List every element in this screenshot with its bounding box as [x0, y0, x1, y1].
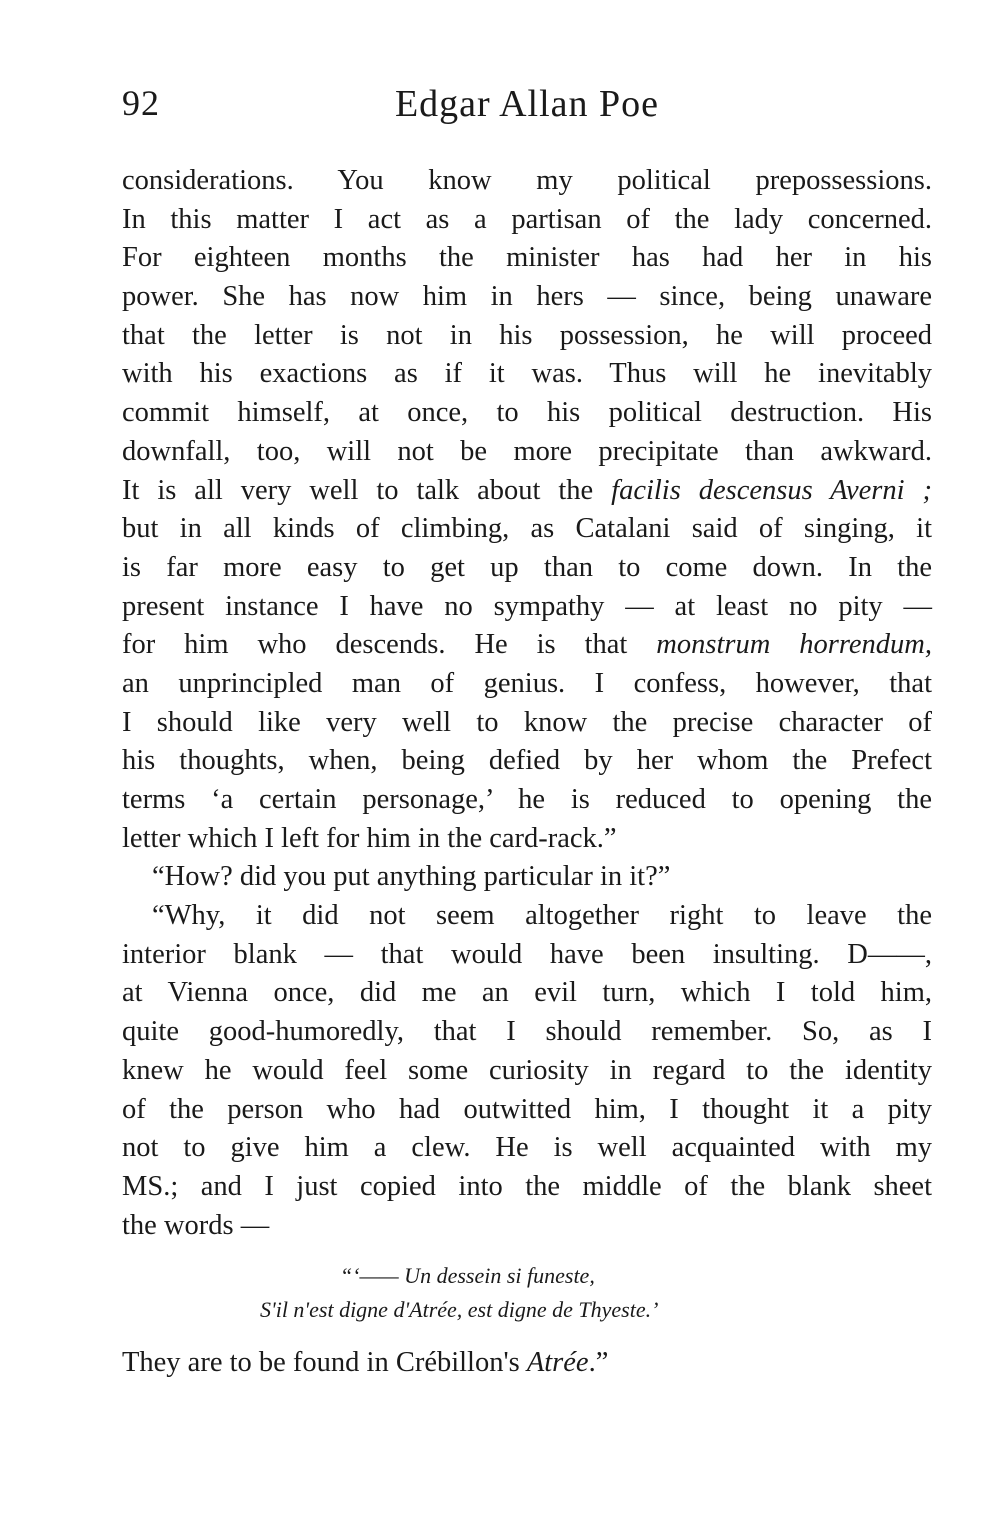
text-line: present instance I have no sympathy — at least no pity — [122, 590, 932, 622]
text-line: an unprincipled man of genius. I confess, however, that [122, 667, 932, 699]
text-line [122, 626, 932, 665]
text-line: but in all kinds of climbing, as Catalani said of singing, it [122, 513, 932, 545]
running-head: Edgar Allan Poe [394, 83, 660, 125]
text-run: They are to be found in Crébillon's [122, 1347, 527, 1378]
text-run: It is all very well to talk about the [122, 474, 612, 506]
text-line: downfall, too, will not be more precipitate than awkward. [122, 435, 932, 467]
closing-line [122, 1344, 932, 1383]
text-run: for him who descends. He is that [122, 629, 657, 661]
text-line: commit himself, at once, to his political destruction. His [122, 397, 932, 429]
text-line: with his exactions as if it was. Thus will he inevitably [122, 358, 932, 390]
verse-quotation [122, 1259, 932, 1327]
title-italic: Atrée [526, 1347, 589, 1378]
text-line: I should like very well to know the precise character of [122, 706, 932, 738]
text-line: at Vienna once, did me an evil turn, which I told him, [122, 977, 932, 1009]
text-line: power. She has now him in hers — since, being unaware [122, 281, 932, 313]
latin-phrase: monstrum horrendum, [656, 629, 932, 661]
body-text [122, 162, 932, 1245]
text-line: that the letter is not in his possession, he will proceed [122, 319, 932, 351]
text-line: In this matter I act as a partisan of the lady concerned. [122, 203, 932, 235]
text-line: interior blank — that would have been insulting. D——, [122, 938, 932, 970]
text-line: knew he would feel some curiosity in regard to the identity [122, 1054, 932, 1086]
text-line [122, 472, 932, 511]
text-line: not to give him a clew. He is well acquainted with my [122, 1132, 932, 1164]
latin-phrase: facilis descensus Averni ; [611, 474, 932, 506]
text-line: considerations. You know my political prepossessions. [122, 165, 932, 196]
verse-line: S'il n'est digne d'Atrée, est digne de Thyeste.’ [260, 1297, 659, 1322]
text-line: is far more easy to get up than to come down. In the [122, 551, 932, 583]
text-line: For eighteen months the minister has had her in his [122, 242, 932, 274]
text-line: his thoughts, when, being defied by her whom the Prefect [122, 745, 932, 777]
text-line: “Why, it did not seem altogether right to leave the [152, 900, 932, 932]
text-line: MS.; and I just copied into the middle of the blank sheet [122, 1170, 932, 1202]
page-header [122, 82, 932, 132]
text-line: “How? did you put anything particular in it?” [152, 861, 671, 893]
text-line: the words — [122, 1209, 270, 1241]
text-run: .” [588, 1347, 609, 1378]
text-line: letter which I left for him in the card-rack.” [122, 822, 617, 854]
text-line: terms ‘a certain personage,’ he is reduced to opening the [122, 784, 932, 815]
text-line: of the person who had outwitted him, I thought it a pity [122, 1093, 932, 1125]
text-line: quite good-humoredly, that I should remember. So, as I [122, 1016, 932, 1048]
verse-line: “‘—— Un dessein si funeste, [340, 1263, 595, 1288]
page-number: 92 [122, 83, 160, 123]
